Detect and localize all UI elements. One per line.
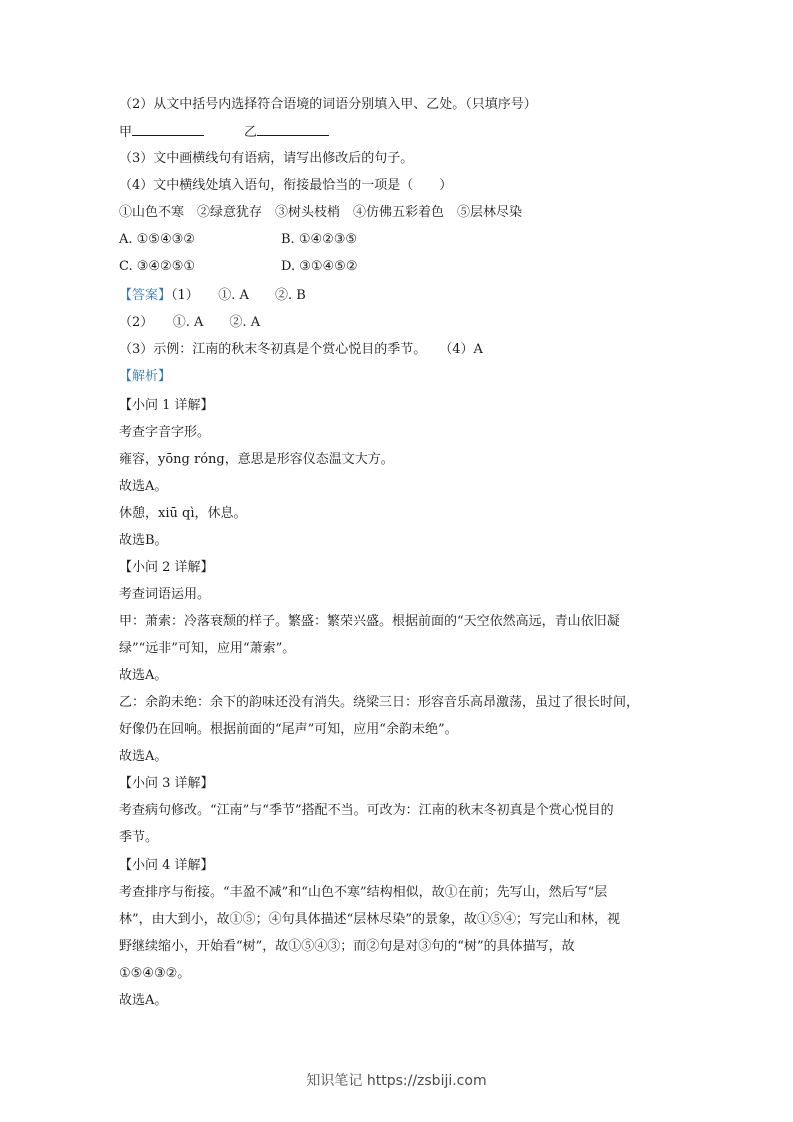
p2-2: 甲：萧索：冷落衰颓的样子。繁盛：繁荣兴盛。根据前面的“天空依然高远，青山依旧凝: [119, 614, 620, 629]
option-c: C. ③④②⑤①: [119, 259, 196, 274]
option-b: B. ①④②③⑤: [281, 232, 358, 247]
answer-3: （3）示例：江南的秋末冬初真是个赏心悦目的季节。 （4）A: [119, 342, 483, 357]
p4-5: 故选A。: [119, 993, 168, 1008]
p2-4: 故选A。: [119, 668, 168, 683]
q2-blanks: [119, 123, 329, 142]
answer-line-1: [119, 287, 306, 305]
p2-1: 考查词语运用。: [119, 587, 211, 602]
p2-7: 故选A。: [119, 749, 168, 764]
answer-2: （2） ①. A ②. A: [119, 315, 261, 330]
q4-options-cd: [119, 258, 358, 276]
p1-4: 休憩，xiū qì，休息。: [119, 506, 247, 521]
yi-label: 乙: [244, 125, 258, 140]
jia-label: 甲: [119, 125, 133, 140]
yi-blank: [257, 123, 329, 136]
p2-5: 乙：余韵未绝：余下的韵味还没有消失。绕梁三日：形容音乐高昂激荡，虽过了很长时间，: [119, 695, 640, 710]
p4-3: 野继续缩小，开始看“树”，故①⑤④③；而②句是对③句的“树”的具体描写，故: [119, 939, 575, 954]
sub-q4-heading: 【小问 4 详解】: [119, 858, 214, 873]
q2-prompt: （2）从文中括号内选择符合语境的词语分别填入甲、乙处。（只填序号）: [119, 97, 537, 112]
q4-items: ①山色不寒 ②绿意犹存 ③树头枝梢 ④仿佛五彩着色 ⑤层林尽染: [119, 205, 523, 220]
sub-q2-heading: 【小问 2 详解】: [119, 560, 214, 575]
p1-1: 考查字音字形。: [119, 425, 211, 440]
p1-3: 故选A。: [119, 479, 168, 494]
p1-5: 故选B。: [119, 533, 168, 548]
p4-1: 考查排序与衔接。“丰盈不减”和“山色不寒”结构相似，故①在前；先写山，然后写“层: [119, 885, 608, 900]
p1-2: 雍容，yōng róng，意思是形容仪态温文大方。: [119, 452, 394, 467]
p3-1: 考查病句修改。“江南”与“季节”搭配不当。可改为：江南的秋末冬初真是个赏心悦目的: [119, 803, 614, 818]
footer-watermark: 知识笔记 https://zsbiji.com: [306, 1073, 487, 1089]
p2-3: 绿”“远非”可知，应用“萧索”。: [119, 641, 296, 656]
answer-1: （1） ①. A ②. B: [171, 288, 306, 303]
sub-q3-heading: 【小问 3 详解】: [119, 776, 214, 791]
sub-q1-heading: 【小问 1 详解】: [119, 398, 214, 413]
option-a: A. ①⑤④③②: [119, 232, 195, 247]
q4-prompt: （4）文中横线处填入语句，衔接最恰当的一项是（ ）: [119, 178, 453, 193]
analysis-label: 【解析】: [119, 369, 172, 384]
q4-options-ab: [119, 231, 357, 249]
q3-prompt: （3）文中画横线句有语病，请写出修改后的句子。: [119, 151, 414, 166]
p2-6: 好像仍在回响。根据前面的“尾声”可知，应用“余韵未绝”。: [119, 722, 458, 737]
p3-2: 季节。: [119, 830, 159, 845]
jia-blank: [132, 123, 204, 136]
option-d: D. ③①④⑤②: [281, 259, 358, 274]
answer-label: 【答案】: [119, 288, 172, 303]
p4-4: ①⑤④③②。: [119, 966, 191, 981]
p4-2: 林”，由大到小，故①⑤；④句具体描述“层林尽染”的景象，故①⑤④；写完山和林，视: [119, 912, 620, 927]
